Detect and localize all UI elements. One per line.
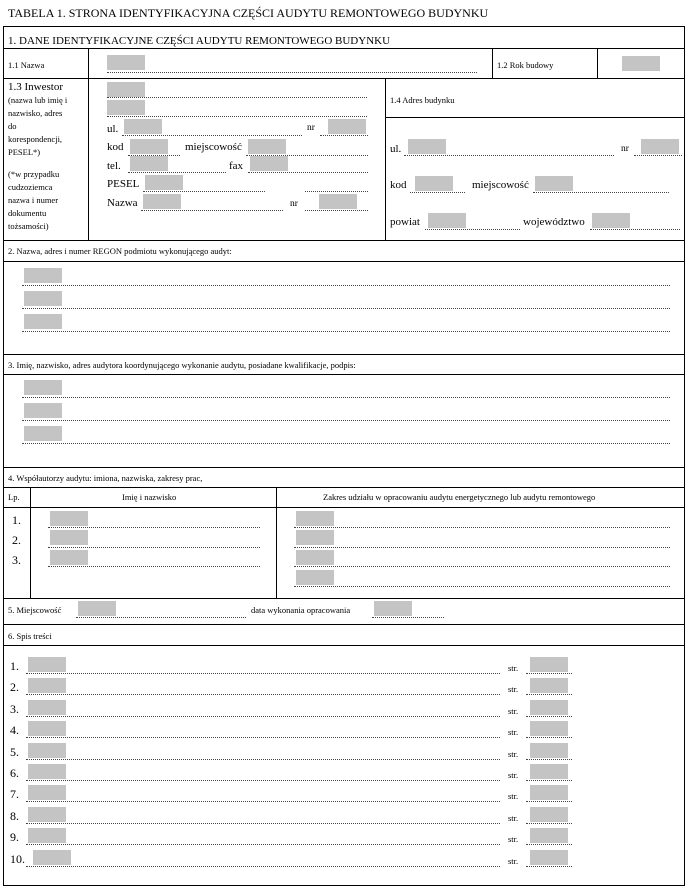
dotted-line (372, 617, 444, 618)
investor-tel-label: tel. (107, 160, 121, 172)
investor-kod-label: kod (107, 141, 124, 153)
investor-note2-line: nazwa i numer (8, 195, 59, 205)
building-voivodeship-label: województwo (523, 216, 585, 228)
toc-page-label: str. (508, 813, 519, 823)
investor-street-field[interactable] (124, 119, 162, 134)
dotted-line (410, 192, 465, 193)
investor-fax-field[interactable] (250, 156, 288, 171)
divider (3, 507, 685, 508)
toc-page-field[interactable] (530, 721, 568, 736)
investor-nr-field[interactable] (328, 119, 366, 134)
col-scope-header: Zakres udziału w opracowaniu audytu energetycznego lub audytu remontowego (323, 492, 596, 502)
toc-page-label: str. (508, 684, 519, 694)
divider (88, 48, 89, 78)
auditor-field-3[interactable] (24, 426, 62, 441)
name-label: 1.1 Nazwa (8, 60, 45, 70)
contractor-field-3[interactable] (24, 314, 62, 329)
investor-name-field[interactable] (107, 82, 145, 97)
section4-header: 4. Współautorzy audytu: imiona, nazwiska, zakresy prac, (8, 473, 203, 483)
date-label: data wykonania opracowania (251, 605, 351, 615)
coauthor-name-field-1[interactable] (50, 511, 88, 526)
building-voivodeship-field[interactable] (592, 213, 630, 228)
coauthor-row-number: 3. (12, 553, 21, 567)
dotted-line (122, 135, 302, 136)
col-lp-header: Lp. (8, 492, 20, 502)
toc-page-label: str. (508, 727, 519, 737)
divider (30, 487, 31, 598)
investor-note2-line: dokumentu (8, 208, 47, 218)
toc-page-field[interactable] (530, 700, 568, 715)
toc-item-number: 10. (10, 852, 25, 866)
dotted-line (26, 673, 500, 674)
dotted-line (143, 191, 265, 192)
coauthor-scope-field-2[interactable] (296, 530, 334, 545)
divider (3, 645, 685, 646)
toc-page-field[interactable] (530, 850, 568, 865)
divider (3, 598, 685, 599)
investor-city-label: miejscowość (185, 141, 242, 153)
investor-doc-nr-label: nr (290, 199, 298, 209)
divider (492, 48, 493, 78)
building-nr-label: nr (621, 144, 629, 154)
year-label: 1.2 Rok budowy (497, 60, 554, 70)
dotted-line (26, 844, 500, 845)
toc-page-field[interactable] (530, 678, 568, 693)
section1-header: 1. DANE IDENTYFIKACYJNE CZĘŚCI AUDYTU REMONTOWEGO BUDYNKU (8, 35, 391, 47)
divider (385, 78, 386, 240)
toc-page-label: str. (508, 663, 519, 673)
dotted-line (26, 694, 500, 695)
toc-item-number: 1. (10, 659, 19, 673)
dotted-line (107, 116, 367, 117)
auditor-field-1[interactable] (24, 380, 62, 395)
toc-item-number: 6. (10, 766, 19, 780)
toc-item-field[interactable] (33, 850, 71, 865)
toc-item-field[interactable] (28, 785, 66, 800)
investor-tel-field[interactable] (130, 156, 168, 171)
investor-name-field-2[interactable] (107, 100, 145, 115)
building-city-label: miejscowość (472, 179, 529, 191)
toc-item-number: 9. (10, 830, 19, 844)
toc-page-field[interactable] (530, 807, 568, 822)
dotted-line (526, 801, 572, 802)
name-field[interactable] (107, 55, 145, 70)
toc-page-field[interactable] (530, 828, 568, 843)
investor-nr-label: nr (307, 123, 315, 133)
divider (276, 487, 277, 598)
dotted-line (526, 737, 572, 738)
coauthor-scope-field-4[interactable] (296, 570, 334, 585)
dotted-line (107, 72, 477, 73)
dotted-line (305, 191, 368, 192)
dotted-line (26, 737, 500, 738)
investor-note2-line: (*w przypadku (8, 169, 60, 179)
toc-header: 6. Spis treści (8, 631, 52, 641)
dotted-line (22, 397, 670, 398)
dotted-line (22, 285, 670, 286)
dotted-line (26, 801, 500, 802)
investor-city-field[interactable] (248, 139, 286, 154)
investor-company-field[interactable] (143, 194, 181, 209)
dotted-line (294, 547, 670, 548)
dotted-line (634, 155, 682, 156)
investor-pesel-field[interactable] (145, 175, 183, 190)
coauthor-name-field-3[interactable] (50, 550, 88, 565)
investor-pesel-label: PESEL (107, 178, 140, 190)
contractor-field-1[interactable] (24, 268, 62, 283)
building-powiat-label: powiat (390, 216, 420, 228)
dotted-line (107, 97, 367, 98)
investor-note-line: korespondencji, (8, 134, 63, 144)
dotted-line (526, 673, 572, 674)
dotted-line (128, 172, 226, 173)
investor-nazwa-label: Nazwa (107, 197, 138, 209)
dotted-line (533, 192, 669, 193)
dotted-line (141, 210, 283, 211)
building-city-field[interactable] (535, 176, 573, 191)
toc-item-number: 4. (10, 723, 19, 737)
toc-page-field[interactable] (530, 764, 568, 779)
toc-page-label: str. (508, 791, 519, 801)
toc-page-field[interactable] (530, 657, 568, 672)
toc-item-field[interactable] (28, 678, 66, 693)
dotted-line (48, 547, 260, 548)
dotted-line (526, 694, 572, 695)
dotted-line (526, 716, 572, 717)
investor-note-line: (nazwa lub imię i (8, 95, 68, 105)
building-kod-label: kod (390, 179, 407, 191)
divider (385, 117, 685, 118)
dotted-line (26, 716, 500, 717)
investor-note-line: do (8, 121, 17, 131)
toc-page-label: str. (508, 749, 519, 759)
divider (3, 487, 685, 488)
divider (3, 48, 685, 49)
dotted-line (526, 759, 572, 760)
dotted-line (526, 844, 572, 845)
divider (597, 48, 598, 78)
investor-ul-label: ul. (107, 123, 119, 135)
dotted-line (294, 566, 670, 567)
page-title: TABELA 1. STRONA IDENTYFIKACYJNA CZĘŚCI AUDYTU REMONTOWEGO BUDYNKU (8, 6, 489, 20)
divider (3, 261, 685, 262)
dotted-line (26, 866, 500, 867)
coauthor-scope-field-3[interactable] (296, 550, 334, 565)
toc-page-label: str. (508, 834, 519, 844)
dotted-line (48, 527, 260, 528)
building-ul-label: ul. (390, 143, 402, 155)
dotted-line (248, 172, 368, 173)
dotted-line (26, 759, 500, 760)
investor-note2-line: cudzoziemca (8, 182, 53, 192)
contractor-field-2[interactable] (24, 291, 62, 306)
toc-item-number: 3. (10, 702, 19, 716)
divider (88, 78, 89, 240)
dotted-line (294, 527, 670, 528)
building-postcode-field[interactable] (415, 176, 453, 191)
coauthor-scope-field-1[interactable] (296, 511, 334, 526)
dotted-line (590, 229, 680, 230)
toc-item-number: 8. (10, 809, 19, 823)
toc-item-number: 5. (10, 745, 19, 759)
section2-header: 2. Nazwa, adres i numer REGON podmiotu wykonującego audyt: (8, 246, 232, 256)
dotted-line (305, 210, 368, 211)
dotted-line (48, 566, 260, 567)
investor-postcode-field[interactable] (130, 139, 168, 154)
building-nr-field[interactable] (641, 139, 679, 154)
auditor-field-2[interactable] (24, 403, 62, 418)
dotted-line (320, 135, 368, 136)
toc-item-field[interactable] (28, 700, 66, 715)
toc-page-label: str. (508, 770, 519, 780)
dotted-line (526, 780, 572, 781)
investor-note-line: nazwisko, adres (8, 108, 63, 118)
dotted-line (26, 780, 500, 781)
toc-page-label: str. (508, 706, 519, 716)
toc-item-field[interactable] (28, 657, 66, 672)
investor-title: 1.3 Inwestor (8, 81, 63, 93)
divider (3, 354, 685, 355)
toc-page-field[interactable] (530, 743, 568, 758)
dotted-line (22, 308, 670, 309)
dotted-line (526, 823, 572, 824)
toc-page-label: str. (508, 856, 519, 866)
toc-item-number: 7. (10, 787, 19, 801)
section3-header: 3. Imię, nazwisko, adres audytora koordynującego wykonanie audytu, posiadane kwalifikacje, podpis: (8, 360, 356, 370)
col-name-header: Imię i nazwisko (122, 492, 177, 502)
divider (3, 78, 685, 79)
investor-note2-line: tożsamości) (8, 221, 49, 231)
toc-item-field[interactable] (28, 828, 66, 843)
dotted-line (404, 155, 614, 156)
investor-note-line: PESEL*) (8, 147, 41, 157)
coauthor-row-number: 2. (12, 533, 21, 547)
dotted-line (76, 617, 246, 618)
place-label: 5. Miejscowość (8, 605, 62, 615)
toc-item-field[interactable] (28, 764, 66, 779)
dotted-line (294, 586, 670, 587)
divider (3, 374, 685, 375)
dotted-line (526, 866, 572, 867)
toc-page-field[interactable] (530, 785, 568, 800)
building-county-field[interactable] (428, 213, 466, 228)
toc-item-field[interactable] (28, 807, 66, 822)
toc-item-field[interactable] (28, 721, 66, 736)
year-field[interactable] (622, 56, 660, 71)
divider (3, 624, 685, 625)
dotted-line (22, 331, 670, 332)
toc-item-field[interactable] (28, 743, 66, 758)
coauthor-name-field-2[interactable] (50, 530, 88, 545)
dotted-line (425, 229, 520, 230)
date-field[interactable] (374, 601, 412, 616)
address-label: 1.4 Adres budynku (390, 95, 455, 105)
dotted-line (22, 443, 670, 444)
toc-item-number: 2. (10, 680, 19, 694)
divider (3, 240, 685, 241)
place-field[interactable] (78, 601, 116, 616)
coauthor-row-number: 1. (12, 513, 21, 527)
investor-fax-label: fax (229, 160, 244, 172)
dotted-line (22, 420, 670, 421)
investor-doc-nr-field[interactable] (319, 194, 357, 209)
dotted-line (26, 823, 500, 824)
building-street-field[interactable] (408, 139, 446, 154)
divider (3, 467, 685, 468)
